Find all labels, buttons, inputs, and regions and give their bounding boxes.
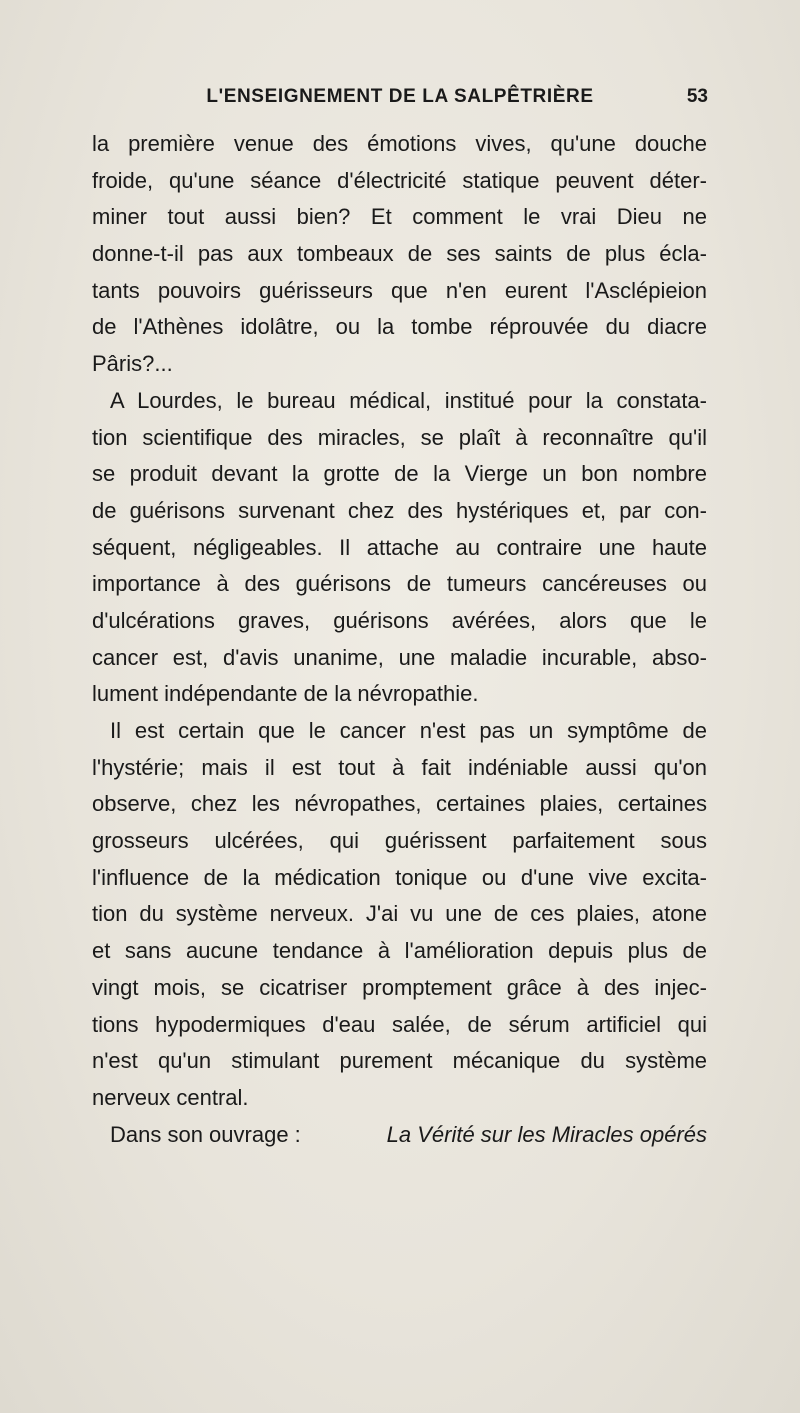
text-line: Il est certain que le cancer n'est pas un symptôme de (110, 718, 707, 743)
running-title: L'ENSEIGNEMENT DE LA SALPÊTRIÈRE (206, 86, 594, 107)
running-head (0, 86, 800, 116)
text-line: n'est qu'un stimulant purement mécanique du système (92, 1048, 707, 1074)
text-line: A Lourdes, le bureau médical, institué pour la constata- (110, 387, 707, 413)
text-line: grosseurs ulcérées, qui guérissent parfaitement sous (92, 828, 707, 854)
text-line: lument indépendante de la névropathie. (92, 681, 479, 707)
text-line: Pâris?... (92, 351, 173, 377)
text-line: tion scientifique des miracles, se plaît à reconnaître qu'il (92, 424, 707, 450)
text-line: tants pouvoirs guérisseurs que n'en eurent l'Asclépieion (92, 277, 707, 303)
text-line: tion du système nerveux. J'ai vu une de ces plaies, atone (92, 901, 707, 927)
text-line: de guérisons survenant chez des hystériques et, par con- (92, 497, 707, 523)
text-line: cancer est, d'avis unanime, une maladie incurable, abso- (92, 644, 707, 670)
text-line: l'influence de la médication tonique ou d'une vive excita- (92, 864, 707, 890)
text-line: importance à des guérisons de tumeurs cancéreuses ou (92, 571, 707, 597)
text-line: l'hystérie; mais il est tout à fait indéniable aussi qu'on (92, 754, 707, 780)
text-line: d'ulcérations graves, guérisons avérées, alors que le (92, 607, 707, 633)
page-number: 53 (686, 86, 708, 107)
final-line-italic-title: La Vérité sur les Miracles opérés (386, 1121, 707, 1147)
text-line: miner tout aussi bien? Et comment le vrai Dieu ne (92, 204, 707, 230)
text-line: et sans aucune tendance à l'amélioration depuis plus de (92, 938, 707, 964)
final-line-roman: Dans son ouvrage : (110, 1121, 301, 1147)
text-line-final (92, 1117, 707, 1154)
body-text (92, 126, 707, 1153)
text-line: tions hypodermiques d'eau salée, de sérum artificiel qui (92, 1011, 707, 1037)
text-line: froide, qu'une séance d'électricité statique peuvent déter- (92, 167, 707, 193)
text-line: se produit devant la grotte de la Vierge un bon nombre (92, 461, 707, 487)
text-line: de l'Athènes idolâtre, ou la tombe réprouvée du diacre (92, 314, 707, 340)
text-line: vingt mois, se cicatriser promptement grâce à des injec- (92, 974, 707, 1000)
text-line: séquent, négligeables. Il attache au contraire une haute (92, 534, 707, 560)
text-line: nerveux central. (92, 1084, 249, 1110)
text-line: la première venue des émotions vives, qu'une douche (92, 131, 707, 156)
text-line: observe, chez les névropathes, certaines plaies, certaines (92, 791, 707, 817)
text-line: donne-t-il pas aux tombeaux de ses saints de plus écla- (92, 241, 707, 267)
